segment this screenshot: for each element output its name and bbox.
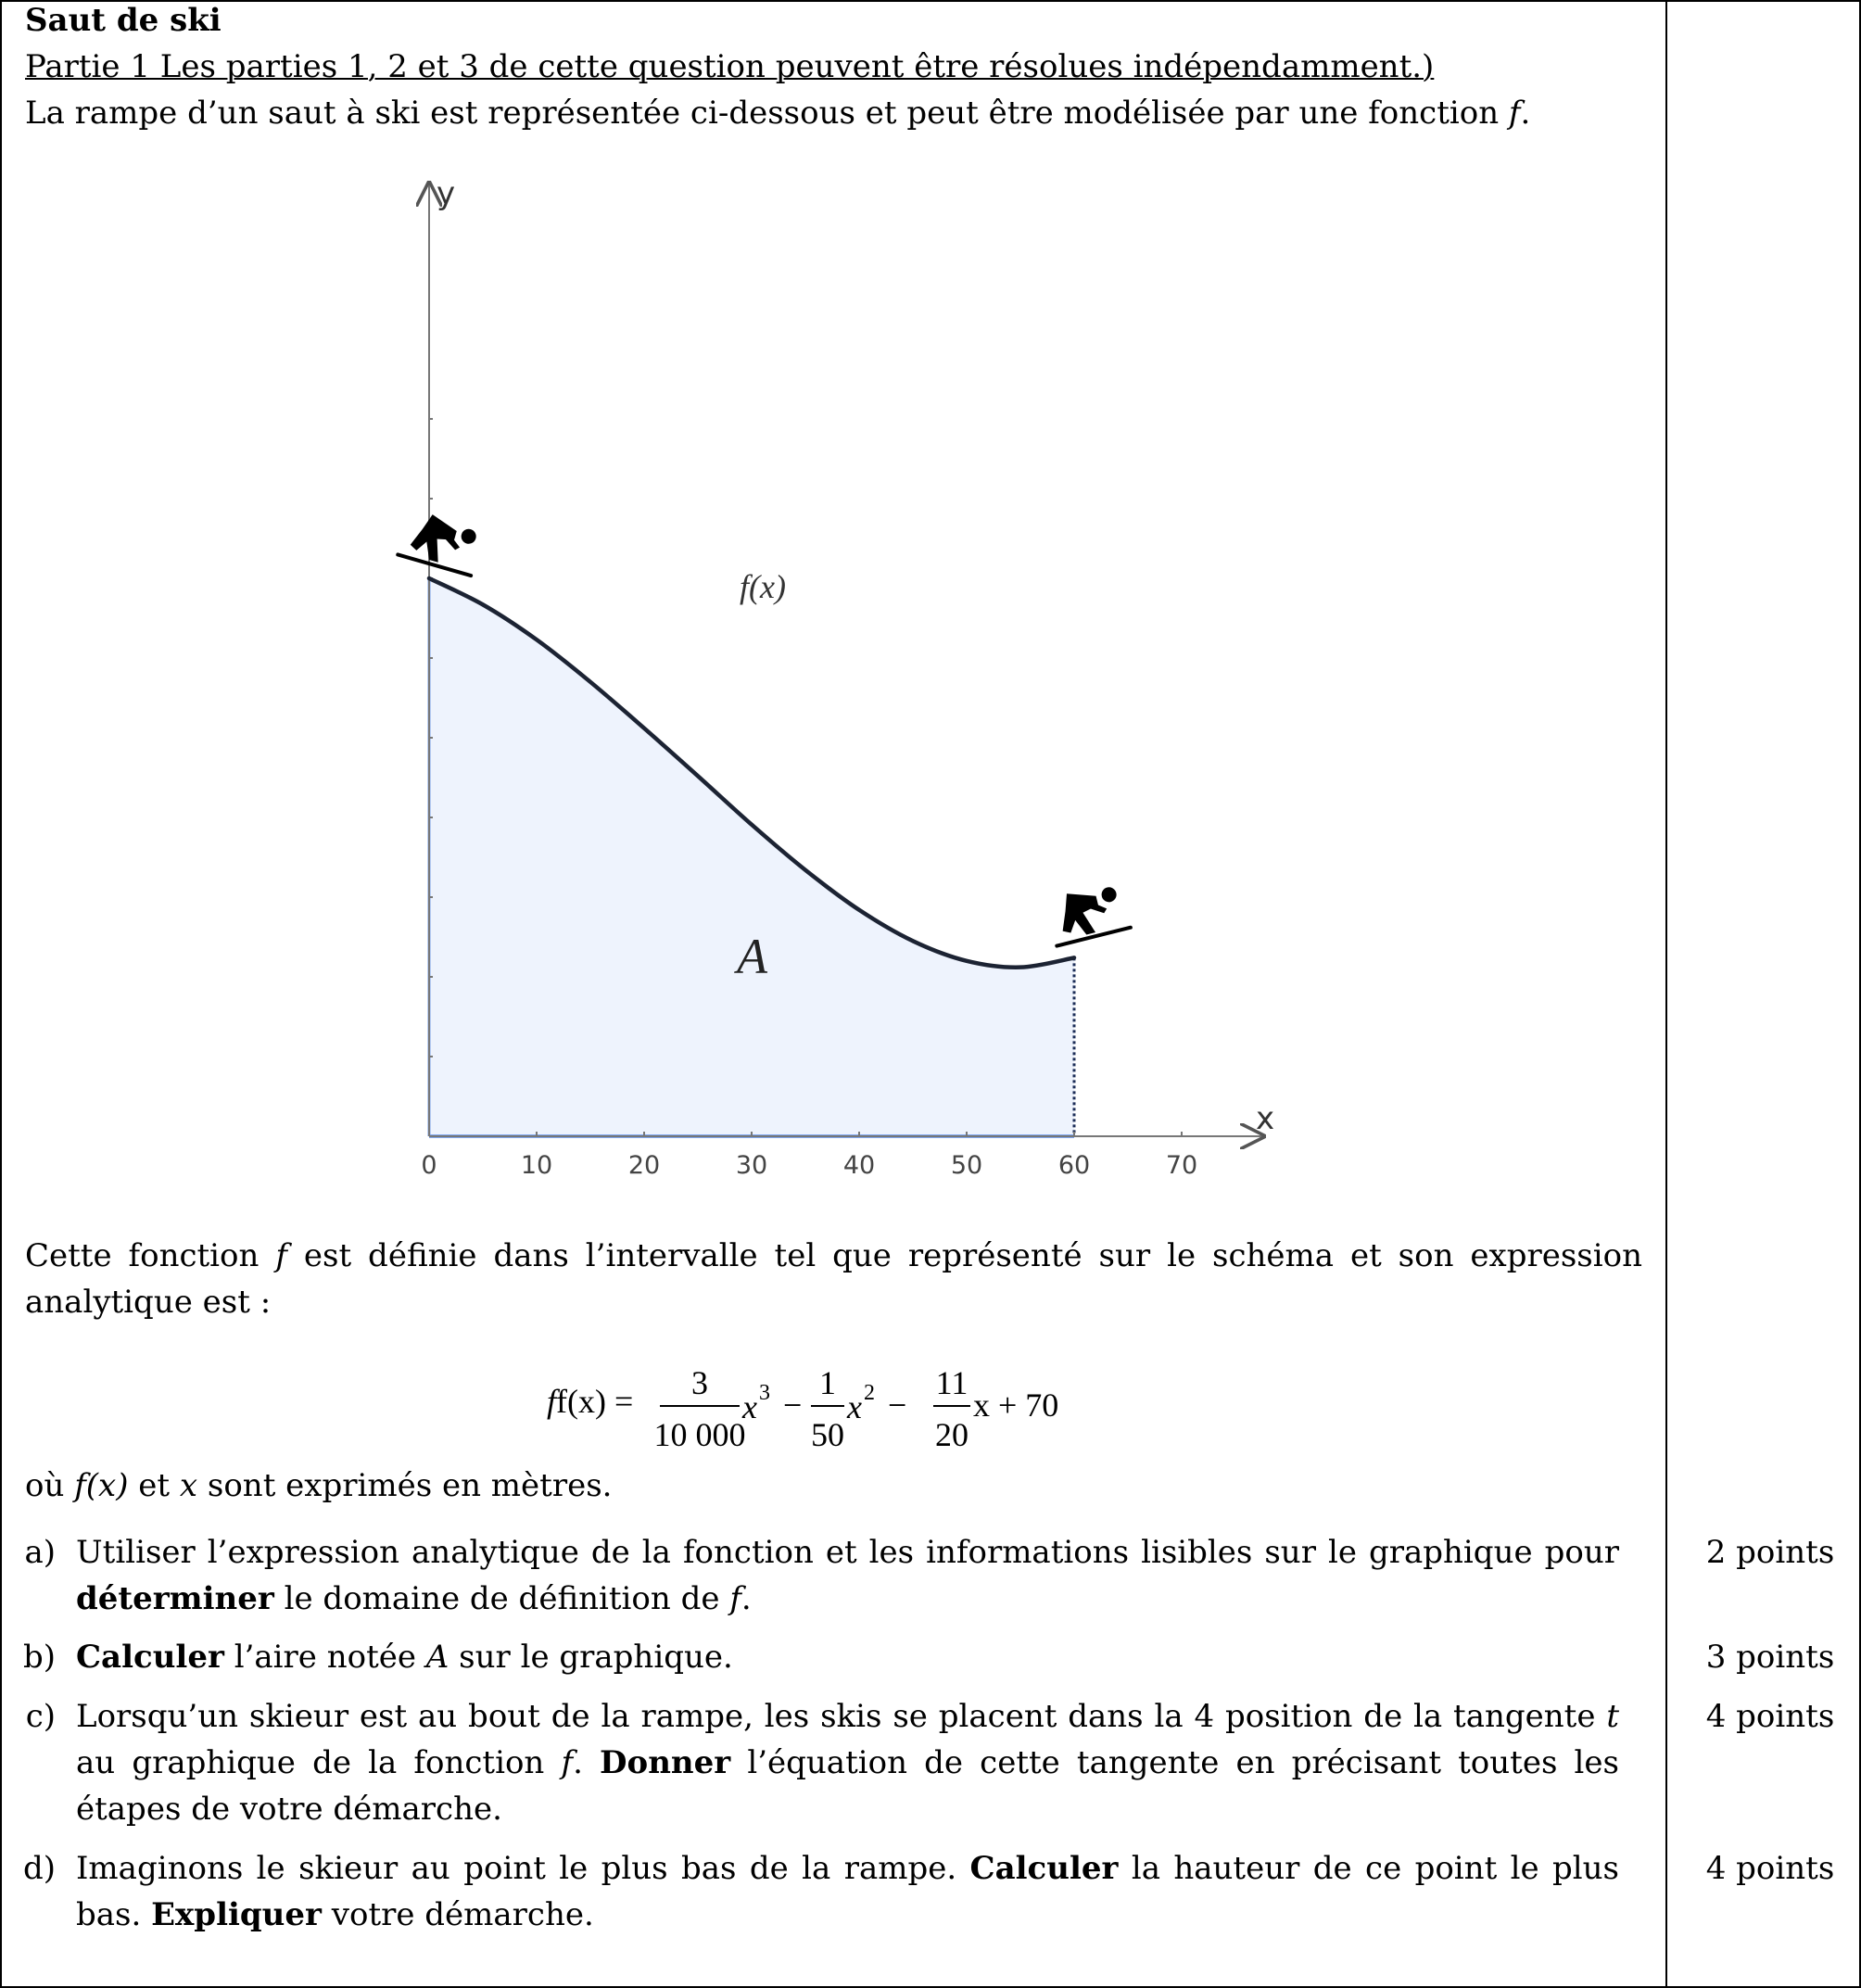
x-tick-label: 50 — [950, 1151, 983, 1180]
ski-ramp-figure — [371, 176, 1298, 1196]
x-tick-label: 20 — [627, 1151, 661, 1180]
minus-sign-2: − — [888, 1387, 907, 1424]
x-tick-label: 0 — [421, 1151, 437, 1180]
x-tick-label: 10 — [520, 1151, 553, 1180]
question-a-label: a) — [24, 1534, 56, 1571]
term1-exponent: 3 — [759, 1381, 770, 1405]
question-a-text: Utiliser l’expression analytique de la fonction et les informations lisibles sur le graphique pour déterminer le domaine de définition de f. — [76, 1534, 1619, 1617]
intro-function-name: f — [1508, 95, 1521, 132]
function-formula — [547, 1353, 1149, 1464]
question-d-text: Imaginons le skieur au point le plus bas de la rampe. Calculer la hauteur de ce point le plus bas. Expliquer votre démarche. — [76, 1850, 1619, 1933]
units-x: x — [179, 1467, 198, 1504]
frac1-denominator: 10 000 — [653, 1416, 746, 1453]
part-text: Les parties 1, 2 et 3 de cette question peuvent être résolues indépendamment.) — [149, 48, 1435, 85]
frac1-numerator: 3 — [691, 1364, 708, 1401]
question-a-points: 2 points — [1705, 1534, 1835, 1571]
question-c-points: 4 points — [1705, 1698, 1835, 1735]
term1-variable: x — [742, 1388, 757, 1425]
units-text-b: et — [128, 1467, 180, 1504]
question-b-text: Calculer l’aire notée A sur le graphique. — [76, 1639, 733, 1676]
units-note — [25, 1463, 612, 1509]
x-axis-label: x — [1256, 1100, 1275, 1137]
frac2-denominator: 50 — [811, 1416, 844, 1453]
question-c-label: c) — [25, 1698, 56, 1735]
para-text-a: Cette fonction — [25, 1237, 276, 1274]
term2-variable: x — [847, 1388, 862, 1425]
minus-sign-1: − — [783, 1387, 803, 1424]
units-fx: f(x) — [74, 1467, 129, 1504]
para-text-b: est définie dans l’intervalle tel que représenté sur le schéma et son expression analytique est : — [25, 1237, 1642, 1321]
skier-body — [1054, 887, 1104, 940]
frac3-numerator: 11 — [935, 1364, 968, 1401]
y-axis-label: y — [437, 176, 456, 212]
formula-lhs: ff(x) = — [547, 1383, 634, 1420]
units-text-c: sont exprimés en mètres. — [197, 1467, 613, 1504]
units-text-a: où — [25, 1467, 75, 1504]
skier-bottom-icon — [1045, 880, 1131, 945]
question-d-label: d) — [22, 1850, 56, 1887]
intro-text — [25, 90, 1530, 136]
part-heading — [25, 44, 1434, 90]
area-label: A — [737, 929, 767, 984]
x-tick-label: 30 — [735, 1151, 768, 1180]
para-function-name: f — [275, 1237, 287, 1274]
skier-top-icon — [398, 508, 484, 576]
points-column-separator — [1665, 0, 1667, 1988]
question-c-text: Lorsqu’un skieur est au bout de la rampe, les skis se placent dans la 4 position de la tangente t au graphique de la fonction f. Donner l’équation de cette tangente en précisant toutes les étapes de votre démarche. — [76, 1698, 1619, 1828]
x-tick-label: 40 — [842, 1151, 876, 1180]
area-A-fill — [429, 578, 1074, 1136]
frac3-denominator: 20 — [935, 1416, 968, 1453]
intro-sentence: La rampe d’un saut à ski est représentée ci-dessous et peut être modélisée par une fonction — [25, 95, 1509, 132]
x-tick-label: 70 — [1165, 1151, 1198, 1180]
question-b-points: 3 points — [1705, 1639, 1835, 1676]
intro-end: . — [1520, 95, 1531, 132]
part-label: Partie 1 — [25, 48, 150, 85]
curve-label: f(x) — [740, 568, 786, 605]
question-b-label: b) — [22, 1639, 56, 1676]
x-tick-label: 60 — [1057, 1151, 1091, 1180]
frac2-numerator: 1 — [819, 1364, 836, 1401]
formula-tail: x + 70 — [973, 1387, 1059, 1424]
term2-exponent: 2 — [864, 1381, 875, 1405]
skier-head — [460, 527, 478, 546]
skier-head — [1100, 886, 1118, 904]
exercise-title: Saut de ski — [25, 2, 222, 39]
definition-paragraph — [25, 1233, 1642, 1325]
question-d-points: 4 points — [1705, 1850, 1835, 1887]
